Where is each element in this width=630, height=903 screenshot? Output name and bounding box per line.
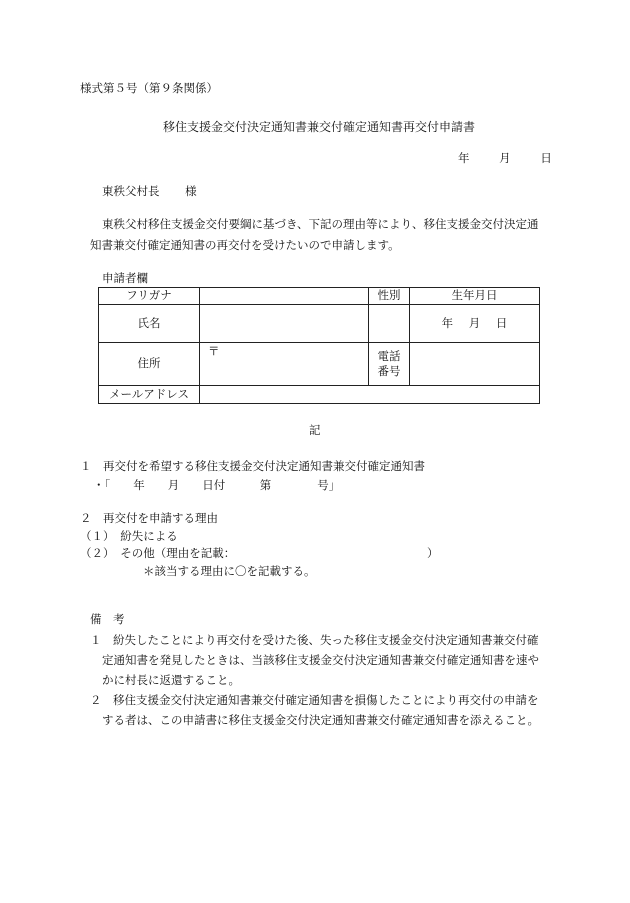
birthdate-field[interactable]	[410, 305, 540, 343]
gender-label: 性別	[369, 288, 410, 305]
email-field[interactable]	[200, 385, 540, 403]
birth-year-label: 年	[441, 316, 454, 331]
date-day-label: 日	[540, 151, 552, 165]
address-label: 住所	[99, 343, 200, 385]
phone-label-line-2: 番号	[377, 364, 401, 379]
document-title: 移住支援金交付決定通知書兼交付確定通知書再交付申請書	[163, 120, 476, 134]
form-number: 様式第５号（第９条関係）	[80, 81, 218, 95]
gender-field[interactable]	[369, 305, 410, 343]
phone-label	[369, 343, 410, 385]
remark-2-line-2: する者は、この申請書に移住支援金交付決定通知書兼交付確定通知書を添えること。	[102, 713, 539, 727]
applicant-table	[98, 287, 540, 404]
ki-label: 記	[309, 423, 321, 437]
remark-2-line-1: ２ 移住支援金交付決定通知書兼交付確定通知書を損傷したことにより再交付の申請を	[90, 693, 539, 707]
reason-2-close: ）	[427, 546, 439, 560]
addressee-name: 東秩父村長	[102, 184, 160, 198]
intro-line-2: 知書兼交付確定通知書の再交付を受けたいので申請します。	[90, 238, 400, 252]
remark-1-line-2: 定通知書を発見したときは、当該移住支援金交付決定通知書兼交付確定通知書を速や	[102, 653, 539, 667]
furigana-field[interactable]	[200, 288, 369, 305]
birth-day-label: 日	[495, 316, 508, 331]
intro-line-1: 東秩父村移住支援金交付要綱に基づき、下記の理由等により、移住支援金交付決定通	[102, 217, 539, 231]
addressee	[102, 183, 197, 199]
reason-note: ＊該当する理由に〇を記載する。	[143, 564, 316, 578]
reason-2: （２） その他（理由を記載：	[80, 546, 236, 560]
phone-field[interactable]	[410, 343, 540, 385]
remark-1-line-3: かに村長に返還すること。	[102, 673, 240, 687]
birthdate-label: 生年月日	[410, 288, 540, 305]
item1-detail: ・「 年 月 日付 第 号」	[93, 478, 341, 492]
date-year-label: 年	[458, 151, 470, 165]
item2-heading: ２ 再交付を申請する理由	[80, 511, 218, 525]
reason-1: （１） 紛失による	[80, 529, 178, 543]
date-line	[458, 150, 552, 166]
email-label: メールアドレス	[99, 385, 200, 403]
birth-month-label: 月	[468, 316, 481, 331]
date-month-label: 月	[499, 151, 511, 165]
phone-label-line-1: 電話	[377, 348, 401, 363]
name-label: 氏名	[99, 305, 200, 343]
item1-heading: １ 再交付を希望する移住支援金交付決定通知書兼交付確定通知書	[80, 459, 425, 473]
name-field[interactable]	[200, 305, 369, 343]
remark-1-line-1: １ 紛失したことにより再交付を受けた後、失った移住支援金交付決定通知書兼交付確	[90, 633, 539, 647]
addressee-honorific: 様	[185, 184, 197, 198]
applicant-section-label: 申請者欄	[102, 271, 148, 285]
furigana-label: フリガナ	[99, 288, 200, 305]
postal-mark: 〒	[208, 344, 220, 359]
remarks-heading: 備 考	[90, 612, 125, 626]
address-field[interactable]	[200, 343, 369, 385]
